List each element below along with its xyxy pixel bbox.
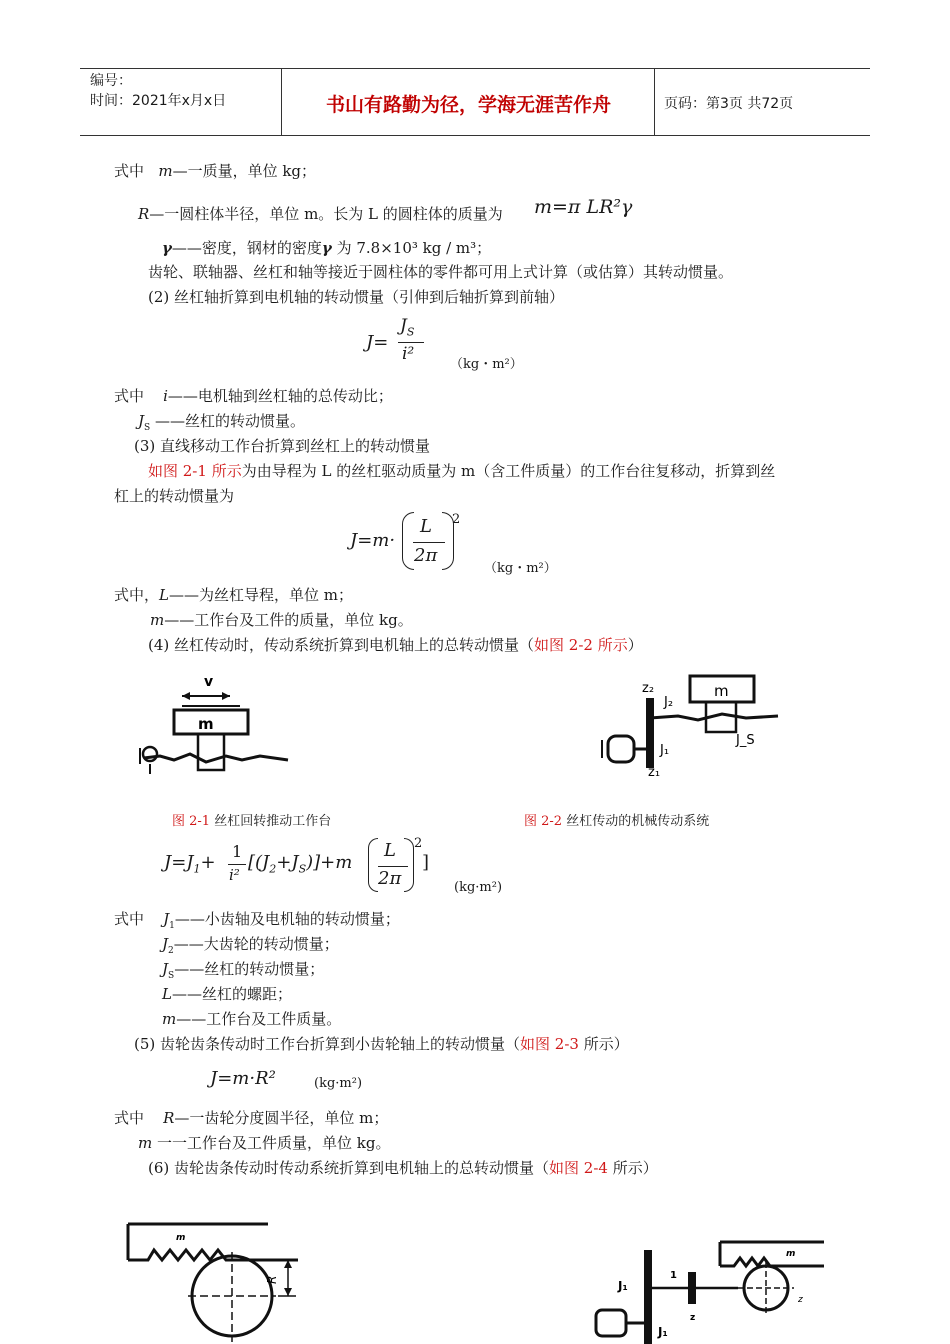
header-motto: 书山有路勤为径，学海无涯苦作舟: [283, 69, 655, 135]
radius-label: R: [265, 1275, 279, 1284]
text-line: 式中 m—一质量，单位 kg；: [114, 162, 317, 180]
text-line: R—一圆柱体半径，单位 m。长为 L 的圆柱体的质量为: [138, 205, 503, 223]
mass-label: m: [714, 682, 729, 700]
fraction-bar: [398, 342, 424, 343]
mass-label: m: [786, 1249, 796, 1259]
unit-label: （kg・m²）: [450, 357, 523, 372]
figure-2-2-diagram: [598, 672, 788, 782]
j2-label: J₂: [664, 695, 674, 710]
header-page-number: 页码：第3页 共72页: [664, 96, 794, 112]
velocity-label: v: [204, 674, 214, 690]
paren-left: [368, 838, 378, 892]
text-line: L——丝杠的螺距；: [162, 985, 292, 1003]
section-heading: (6) 齿轮齿条传动时传动系统折算到电机轴上的总转动惯量（如图 2-4 所示）: [148, 1159, 658, 1177]
js-label: J_S: [736, 733, 755, 748]
figure-2-1-diagram: [130, 672, 300, 782]
figure-2-4-diagram: [588, 1236, 828, 1344]
fraction-bar: [228, 864, 246, 865]
z-label-rack: z: [798, 1295, 803, 1305]
formula-denominator: i²: [402, 344, 415, 364]
text-line: 如图 2-1 所示为由导程为 L 的丝杠驱动质量为 m（含工件质量）的工作台往复移动，折算到丝: [148, 462, 776, 480]
figure-caption: 图 2-2 丝杠传动的机械传动系统: [524, 814, 710, 829]
header-meta-cell: [80, 69, 282, 135]
text-line: 式中，L——为丝杠导程，单位 m；: [114, 586, 353, 604]
mass-label: m: [198, 715, 214, 733]
unit-label: （kg・m²）: [484, 561, 557, 576]
formula-denominator: 2π: [414, 545, 438, 566]
paren-left: [402, 512, 414, 570]
text-line: $J_2——$大齿轮的转动惯量；: [162, 935, 339, 956]
text-line: 式中 R—一齿轮分度圆半径，单位 m；: [114, 1109, 389, 1127]
formula-denominator: 2π: [378, 868, 402, 889]
unit-label: (kg·m²): [454, 880, 503, 895]
text-line: $J_S$ ——丝杠的转动惯量。: [138, 412, 305, 433]
figure-ref-link: 如图 2-2 所示: [534, 636, 628, 654]
z1-label: z₁: [648, 765, 661, 780]
figure-ref-link: 如图 2-3: [520, 1035, 579, 1053]
j1-label-bottom: J₁: [658, 1325, 668, 1339]
text-line: 杠上的转动惯量为: [114, 487, 235, 505]
figure-caption: 图 2-1 丝杠回转推动工作台: [172, 814, 332, 829]
paren-right: [404, 838, 414, 892]
section-heading: (4) 丝杠传动时，传动系统折算到电机轴上的总转动惯量（如图 2-2 所示）: [148, 636, 643, 654]
formula-numerator: 1: [232, 842, 243, 861]
text-line: m 一一工作台及工件质量，单位 kg。: [138, 1134, 391, 1152]
doc-date-label: 时间：2021年x月x日: [90, 93, 227, 109]
z2-label: z₂: [642, 681, 655, 696]
text-line: 式中 i——电机轴到丝杠轴的总传动比；: [114, 387, 393, 405]
figure-2-3-diagram: [118, 1216, 308, 1344]
unit-label: (kg·m²): [314, 1076, 363, 1091]
text-line: γ——密度，钢材的密度γ 为 7.8×10³ kg / m³；: [162, 239, 492, 257]
formula-lhs: J=: [366, 332, 389, 353]
formula-numerator: $J_S$: [400, 316, 415, 339]
figure-ref-link: 如图 2-4: [549, 1159, 608, 1177]
j1-label: J₁: [660, 743, 670, 758]
j1-label-top: J₁: [618, 1279, 628, 1293]
text-line: $J_S——$丝杠的转动惯量；: [162, 960, 325, 981]
figure-ref-link: 如图 2-1 所示: [148, 462, 242, 480]
text-line: m——工作台及工件质量。: [162, 1010, 342, 1028]
formula-total-inertia: $J=J_1+$: [164, 852, 216, 876]
section-heading: (2) 丝杠轴折算到电机轴的转动惯量（引伸到后轴折算到前轴）: [148, 288, 565, 306]
page-header: [80, 68, 870, 136]
formula-numerator: L: [384, 840, 396, 861]
formula-cylinder-mass: m=π LR²γ: [534, 196, 633, 218]
section-heading: (3) 直线移动工作台折算到丝杠上的转动惯量: [134, 437, 431, 455]
formula-denominator: i²: [229, 866, 240, 884]
formula-rack-inertia: J=m·R²: [210, 1068, 276, 1089]
formula-part: $[(J_2+J_S)]+m$: [248, 852, 353, 876]
z-label: z: [690, 1313, 696, 1323]
text-line: m——工作台及工件的质量，单位 kg。: [150, 611, 413, 629]
formula-bracket: ]: [422, 852, 430, 873]
ratio-label: 1: [670, 1270, 677, 1281]
formula-lhs: J=m·: [350, 530, 396, 551]
text-line: 式中 $J_1——$小齿轴及电机轴的转动惯量；: [114, 910, 400, 931]
doc-code-label: 编号：: [90, 73, 132, 89]
mass-label: m: [176, 1233, 186, 1243]
formula-numerator: L: [420, 516, 432, 537]
text-line: 齿轮、联轴器、丝杠和轴等接近于圆柱体的零件都可用上式计算（或估算）其转动惯量。: [148, 263, 734, 281]
formula-exponent: 2: [452, 512, 461, 527]
formula-exponent: 2: [414, 836, 423, 851]
section-heading: (5) 齿轮齿条传动时工作台折算到小齿轮轴上的转动惯量（如图 2-3 所示）: [134, 1035, 629, 1053]
fraction-bar: [413, 542, 445, 543]
